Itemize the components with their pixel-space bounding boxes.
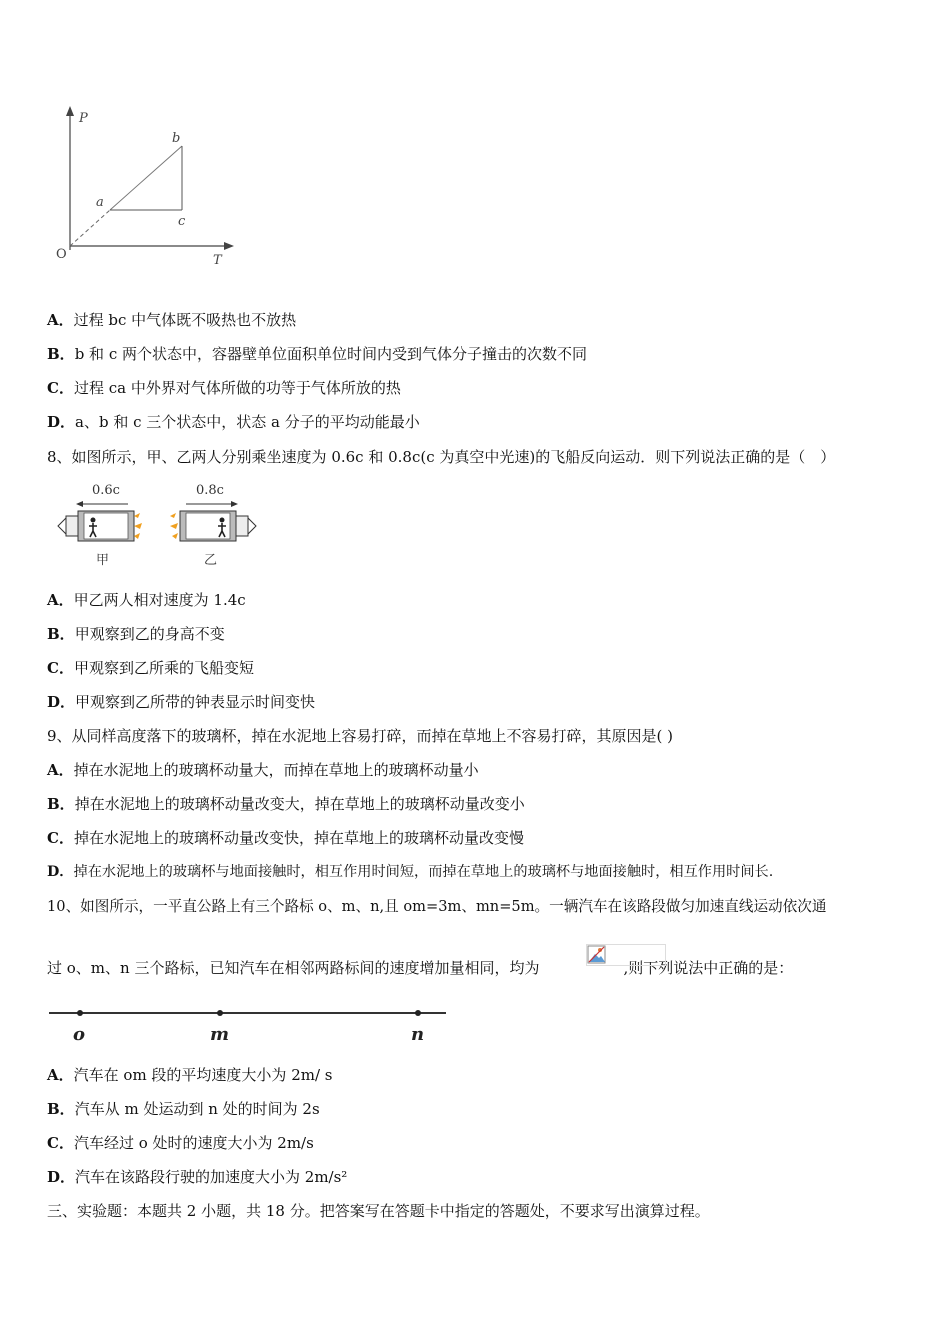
broken-image-icon (587, 945, 607, 965)
label-o: O (56, 247, 67, 262)
q9-option-c: C．掉在水泥地上的玻璃杯动量改变快，掉在草地上的玻璃杯动量改变慢 (47, 829, 524, 847)
q10-stem-line1: 10、如图所示，一平直公路上有三个路标 o、m、n,且 om=3m、mn=5m。一辆汽车在该路段做匀加速直线运动依次通 (47, 898, 827, 915)
q7-option-c: C．过程 ca 中外界对气体所做的功等于气体所放的热 (47, 379, 401, 397)
label-jia: 甲 (96, 553, 110, 568)
spaceship-figure (52, 478, 282, 570)
label-m-marker: m (210, 1024, 230, 1044)
road-figure (46, 1002, 456, 1044)
speed-left-label: 0.6c (92, 483, 120, 498)
q9-option-d: D．掉在水泥地上的玻璃杯与地面接触时，相互作用时间短，而掉在草地上的玻璃杯与地面接触时，相互作用时间长. (47, 864, 774, 880)
marker-o (77, 1010, 83, 1016)
section-3-heading: 三、实验题：本题共 2 小题，共 18 分。把答案写在答题卡中指定的答题处，不要求写出演算过程。 (47, 1202, 710, 1220)
speed-right-label: 0.8c (196, 483, 224, 498)
label-a: a (96, 195, 104, 210)
q8-stem: 8、如图所示，甲、乙两人分别乘坐速度为 0.6c 和 0.8c(c 为真空中光速)的飞船反向运动．则下列说法正确的是（ ） (47, 448, 836, 466)
line-ab (110, 146, 182, 210)
q8-option-b: B．甲观察到乙的身高不变 (47, 625, 225, 643)
q7-option-a: A．过程 bc 中气体既不吸热也不放热 (47, 311, 297, 329)
t-axis-arrow (224, 242, 234, 250)
q9-stem: 9、从同样高度落下的玻璃杯，掉在水泥地上容易打碎，而掉在草地上不容易打碎，其原因是( ) (47, 727, 674, 745)
speed-right-arrowhead (231, 501, 238, 507)
q9-option-a: A．掉在水泥地上的玻璃杯动量大，而掉在草地上的玻璃杯动量小 (47, 761, 479, 779)
q10-option-b: B．汽车从 m 处运动到 n 处的时间为 2s (47, 1100, 320, 1118)
p-axis-arrow (66, 106, 74, 116)
q8-option-d: D．甲观察到乙所带的钟表显示时间变快 (47, 693, 316, 711)
label-n-marker: n (411, 1024, 425, 1044)
q10-option-a: A．汽车在 om 段的平均速度大小为 2m/ s (47, 1066, 333, 1084)
label-t: T (213, 253, 222, 268)
q8-option-c: C．甲观察到乙所乘的飞船变短 (47, 659, 254, 677)
speed-left-arrowhead (76, 501, 83, 507)
q8-option-a: A．甲乙两人相对速度为 1.4c (47, 591, 246, 609)
label-c: c (178, 214, 186, 229)
spaceship-right (170, 511, 256, 541)
q10-option-c: C．汽车经过 o 处时的速度大小为 2m/s (47, 1134, 314, 1152)
label-o-marker: o (73, 1024, 86, 1044)
label-p: P (79, 111, 88, 126)
q10-stem-line2: 过 o、m、n 三个路标，已知汽车在相邻两路标间的速度增加量相同，均为 ,则下列说法中正确的是： (47, 959, 794, 977)
label-b: b (172, 131, 181, 146)
q7-option-b: B．b 和 c 两个状态中，容器壁单位面积单位时间内受到气体分子撞击的次数不同 (47, 345, 587, 363)
broken-image-placeholder (586, 944, 666, 966)
marker-n (415, 1010, 421, 1016)
marker-m (217, 1010, 223, 1016)
q9-option-b: B．掉在水泥地上的玻璃杯动量改变大，掉在草地上的玻璃杯动量改变小 (47, 795, 525, 813)
label-yi: 乙 (204, 553, 218, 568)
q7-option-d: D．a、b 和 c 三个状态中，状态 a 分子的平均动能最小 (47, 413, 420, 431)
dashed-line-oa (70, 210, 110, 246)
spaceship-left (58, 511, 142, 541)
q10-option-d: D．汽车在该路段行驶的加速度大小为 2m/s² (47, 1168, 348, 1186)
pt-graph-figure (45, 100, 245, 270)
